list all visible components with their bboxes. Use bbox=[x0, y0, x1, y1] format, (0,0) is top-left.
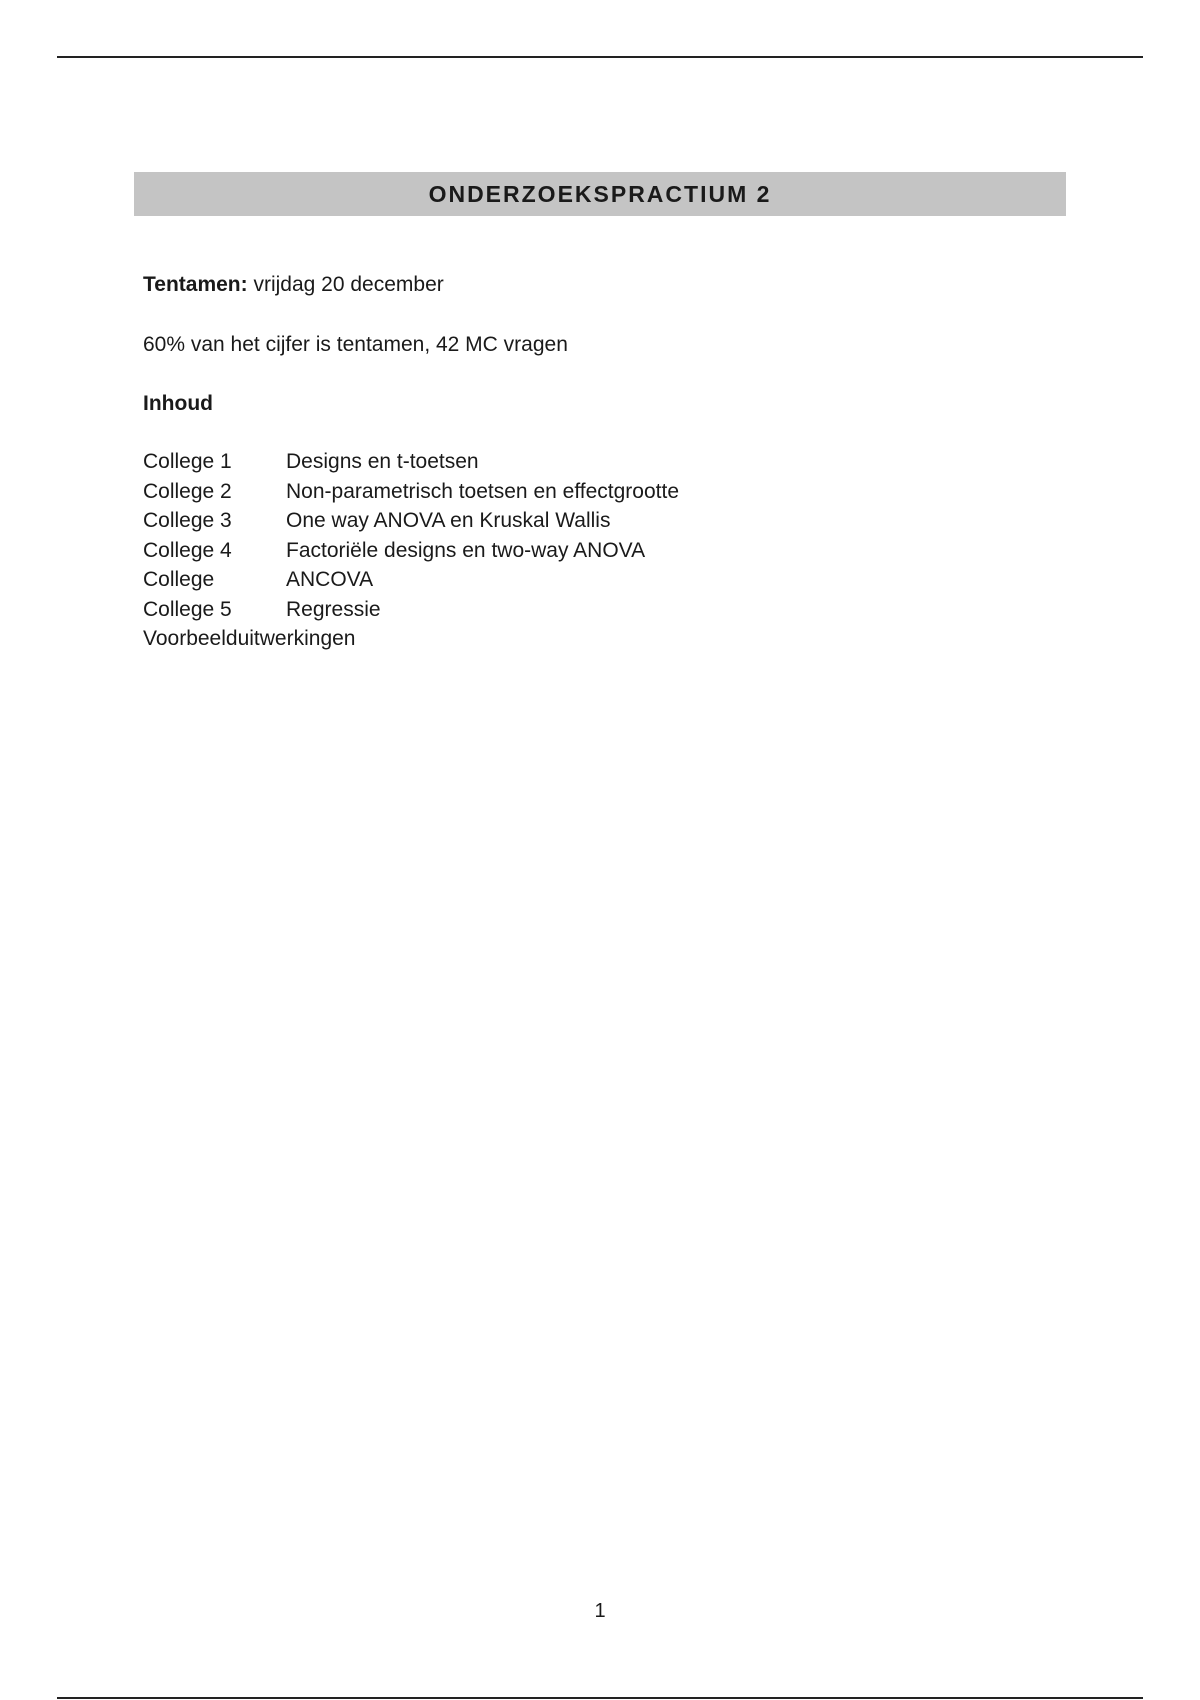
contents-item bbox=[143, 447, 1043, 477]
grade-info: 60% van het cijfer is tentamen, 42 MC vragen bbox=[143, 333, 568, 356]
contents-item-topic: Non-parametrisch toetsen en effectgrootte bbox=[286, 479, 680, 503]
contents-extra-item: Voorbeelduitwerkingen bbox=[143, 626, 356, 650]
contents-item-topic: ANCOVA bbox=[286, 568, 374, 592]
contents-item bbox=[143, 595, 1043, 625]
exam-label: Tentamen: bbox=[143, 273, 248, 296]
contents-item bbox=[143, 477, 1043, 507]
contents-item-college: College 5 bbox=[143, 597, 232, 621]
contents-item-topic: Designs en t-toetsen bbox=[286, 450, 479, 474]
contents-list bbox=[143, 447, 1043, 652]
contents-item-topic: Factoriële designs en two-way ANOVA bbox=[286, 538, 646, 562]
page-number: 1 bbox=[594, 1600, 606, 1622]
document-title: ONDERZOEKSPRACTIUM 2 bbox=[428, 180, 772, 207]
contents-item bbox=[143, 506, 1043, 536]
contents-item-college: College 4 bbox=[143, 538, 232, 562]
exam-date: vrijdag 20 december bbox=[253, 273, 444, 296]
contents-item-topic: One way ANOVA en Kruskal Wallis bbox=[286, 509, 611, 533]
contents-item-topic: Regressie bbox=[286, 597, 381, 621]
contents-heading: Inhoud bbox=[143, 392, 213, 415]
contents-item bbox=[143, 565, 1043, 595]
title-banner bbox=[134, 172, 1066, 216]
header-rule bbox=[57, 56, 1143, 58]
contents-item bbox=[143, 536, 1043, 566]
contents-item-college: College bbox=[143, 568, 215, 592]
contents-item-college: College 1 bbox=[143, 450, 232, 474]
contents-item-college: College 2 bbox=[143, 479, 232, 503]
exam-line bbox=[143, 270, 1043, 299]
contents-item-college: College 3 bbox=[143, 509, 232, 533]
footer-rule bbox=[57, 1697, 1143, 1699]
page-content bbox=[143, 270, 1043, 652]
